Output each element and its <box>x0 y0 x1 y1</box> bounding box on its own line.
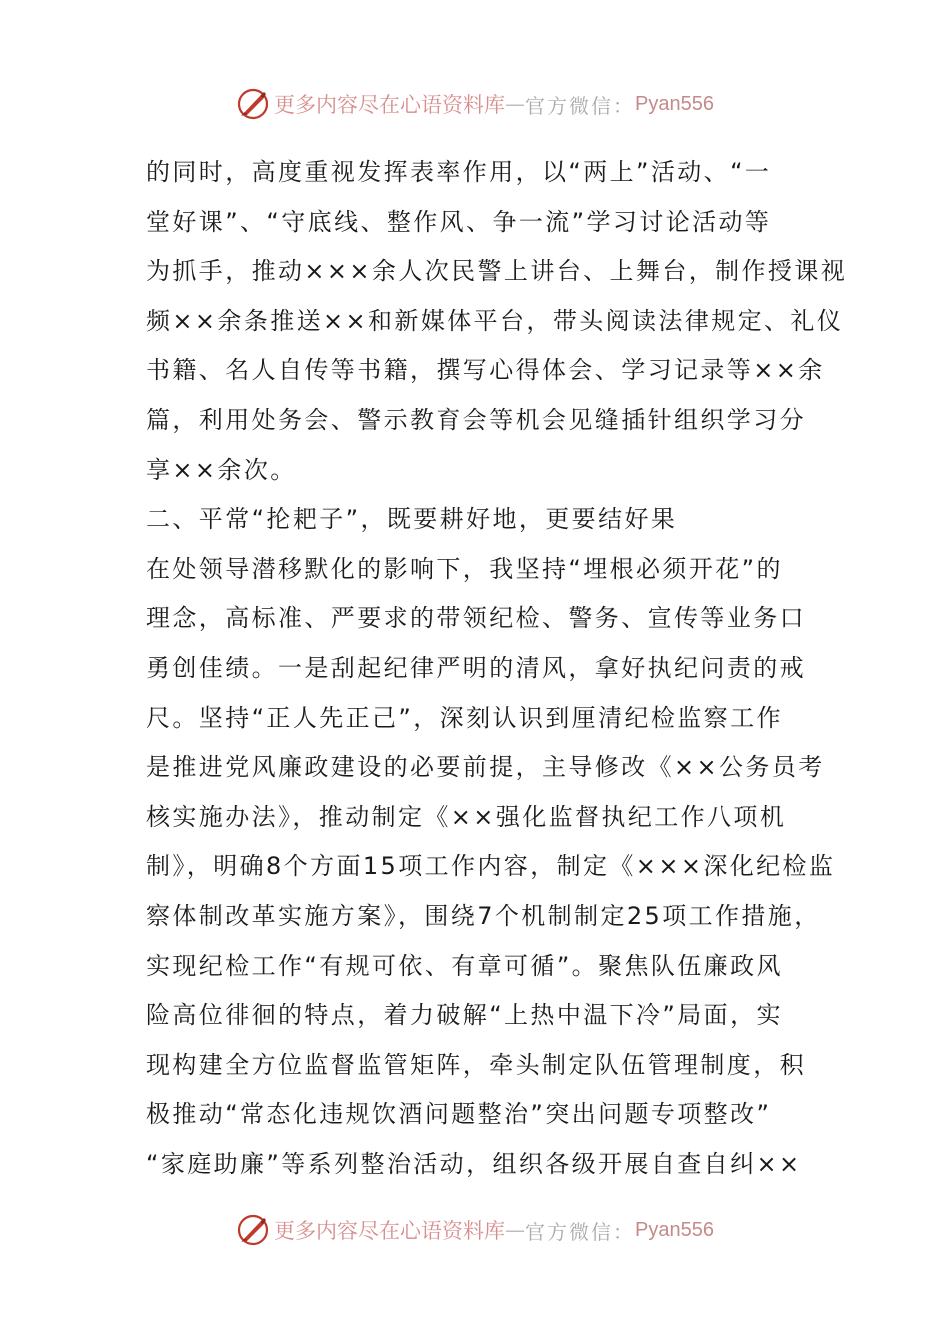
body-line: 核实施办法》，推动制定《××强化监督执纪工作八项机 <box>146 802 787 831</box>
watermark-footer <box>0 1210 950 1250</box>
watermark-separator: — <box>505 92 526 116</box>
body-line: 篇，利用处务会、警示教育会等机会见缝插针组织学习分 <box>146 405 806 434</box>
body-line: 尺。坚持“正人先正己”，深刻认识到厘清纪检监察工作 <box>146 703 783 732</box>
body-line: 极推动“常态化违规饮酒问题整治”突出问题专项整改” <box>146 1100 772 1129</box>
body-line: 频××余条推送××和新媒体平台，带头阅读法律规定、礼仪 <box>146 306 844 335</box>
body-line: 勇创佳绩。一是刮起纪律严明的清风，拿好执纪问责的戒 <box>146 653 806 682</box>
body-line: 书籍、名人自传等书籍，撰写心得体会、学习记录等××余 <box>146 356 825 385</box>
body-line: 是推进党风廉政建设的必要前提，主导修改《××公务员考 <box>146 753 825 782</box>
body-line: 现构建全方位监督监管矩阵，牵头制定队伍管理制度，积 <box>146 1050 806 1079</box>
body-line: 理念，高标准、严要求的带领纪检、警务、宣传等业务口 <box>146 604 806 633</box>
body-line: 为抓手，推动×××余人次民警上讲台、上舞台，制作授课视 <box>146 257 848 286</box>
body-line: 在处领导潜移默化的影响下，我坚持“埋根必须开花”的 <box>146 554 783 583</box>
body-line: 堂好课”、“守底线、整作风、争一流”学习讨论活动等 <box>146 207 772 236</box>
body-line: 险高位徘徊的特点，着力破解“上热中温下冷”局面，实 <box>146 1001 783 1030</box>
watermark-separator: — <box>505 1218 526 1242</box>
watermark-brand: 更多内容尽在心语资料库 <box>274 1219 506 1243</box>
body-line: 实现纪检工作“有规可依、有章可循”。聚焦队伍廉政风 <box>146 951 783 980</box>
watermark-header <box>0 84 950 124</box>
body-line: “家庭助廉”等系列整治活动，组织各级开展自查自纠×× <box>146 1149 802 1178</box>
watermark-official: 官方微信： <box>525 1219 636 1244</box>
body-line: 制》，明确8个方面15项工作内容，制定《×××深化纪检监 <box>146 852 836 881</box>
section-heading: 二、平常“抡耙子”，既要耕好地，更要结好果 <box>146 505 678 534</box>
watermark-official: 官方微信： <box>525 93 636 118</box>
body-line: 享××余次。 <box>146 455 297 484</box>
pen-logo-icon <box>236 87 270 121</box>
body-line: 察体制改革实施方案》，围绕7个机制制定25项工作措施， <box>146 901 821 930</box>
body-line: 的同时，高度重视发挥表率作用，以“两上”活动、“一 <box>146 158 772 186</box>
pen-logo-icon <box>236 1213 270 1247</box>
watermark-wechat-id: Pyan556 <box>635 92 714 115</box>
watermark-brand: 更多内容尽在心语资料库 <box>274 93 506 117</box>
watermark-wechat-id: Pyan556 <box>635 1218 714 1241</box>
document-body <box>146 148 848 1189</box>
